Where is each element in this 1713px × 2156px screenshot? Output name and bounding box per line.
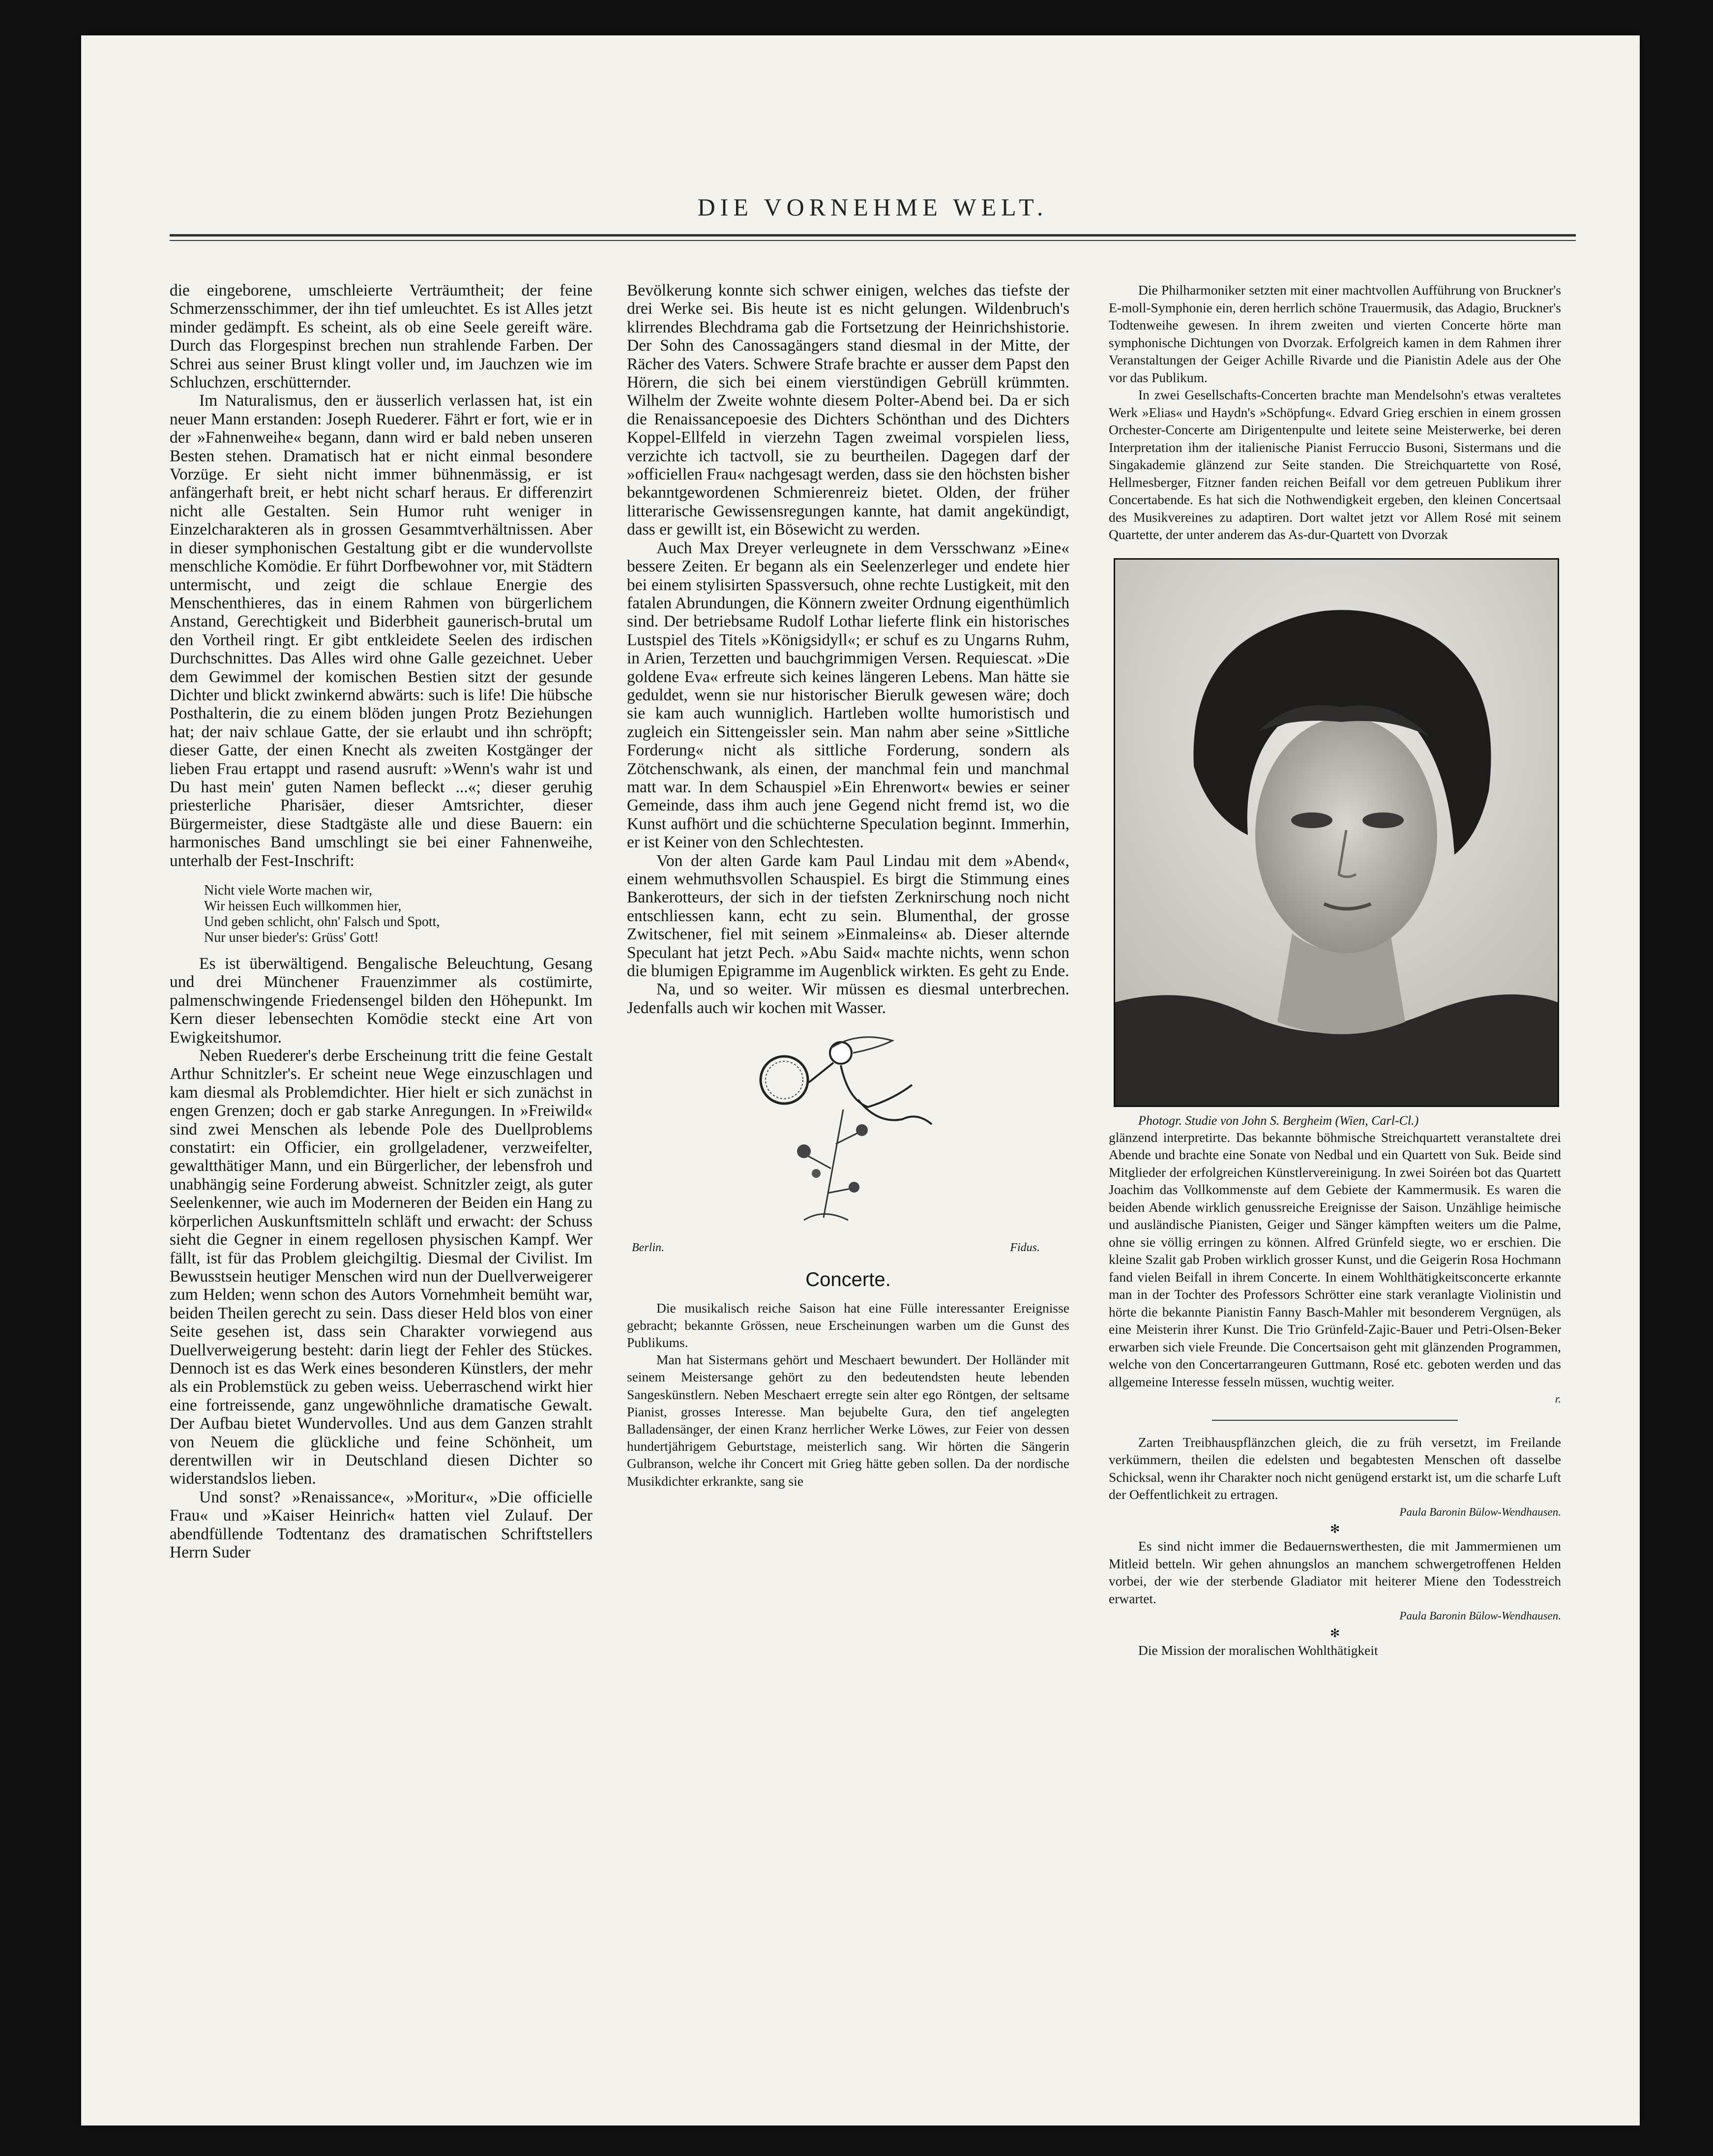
verse-line: Und geben schlicht, ohn' Falsch und Spott, <box>204 914 440 929</box>
header-rule-top <box>170 234 1576 237</box>
header-rule-bottom <box>170 240 1576 241</box>
photo-caption: Photogr. Studie von John S. Bergheim (Wien, Carl-Cl.) <box>1138 1113 1419 1128</box>
aphorism: Zarten Treibhauspflänzchen gleich, die zu früh versetzt, im Freilande verkümmern, theilen die edelsten und begabtesten Menschen oft dasselbe Schicksal, wenn ihr Charakter noch nicht genügend erstarkt ist, um die scharfe Luft der Oeffentlichkeit zu ertragen. <box>1109 1434 1561 1502</box>
vignette-place: Berlin. <box>632 1241 664 1254</box>
star-separator: ✻ <box>1329 1627 1340 1640</box>
paragraph: die eingeborene, umschleierte Verträumtheit; der feine Schmerzensschimmer, der ihn tief umleuchtet. Es ist Alles jetzt minder gedämpft. Es scheint, als ob eine Seele gereift wäre. Durch das Florgespinst brechen nun strahlende Farben. Der Schrei aus seiner Brust klingt voller und, im Jauchzen wie im Schluchzen, erschütternder. <box>170 281 592 392</box>
column-middle <box>627 281 1069 1490</box>
paragraph: glänzend interpretirte. Das bekannte böhmische Streichquartett veranstaltete drei Abende und brachte eine Sonate von Nedbal und ein Quartett von Suk. Beide sind Mitglieder der erfolgreichen Künstlervereinigung. In zwei Soiréen bot das Quartett Joachim das Vollkommenste auf dem Gebiete der Kammermusik. Es waren die beiden Abende wirklich genussreiche Ereignisse der Saison. Unzählige heimische und ausländische Pianisten, Geiger und Sänger kämpften weiters um die Palme, ohne sie völlig erringen zu können. Alfred Grünfeld siegte, wo er erschien. Die kleine Szalit gab Proben wirklich grosser Kunst, und die Geigerin Rosa Hochmann fand vielen Beifall in ihrem Concerte. In einem Wohlthätigkeitsconcerte erkannte man in der Tochter des Professors Schrötter eine stark veranlagte Violinistin und hörte die bekannte Pianistin Fanny Basch-Mahler mit besonderem Vergnügen, als eine Meisterin ihrer Kunst. Die Trio Grünfeld-Zajic-Bauer und Petri-Olsen-Beker erwarben sich viele Freunde. Die Concertsaison geht mit glänzenden Programmen, welche von den Concertarrangeuren Guttmann, Rosé etc. geboten werden und das allgemeine Interesse fesseln müssen, wuchtig weiter. <box>1109 1129 1561 1389</box>
aphorism-signature: Paula Baronin Bülow-Wendhausen. <box>1399 1610 1561 1622</box>
paragraph: Im Naturalismus, den er äusserlich verlassen hat, ist ein neuer Mann erstanden: Joseph Ruederer. Fährt er fort, wie er in der »Fahnenweihe« begann, dann wird er bald neben unseren Besten stehen. Dramatisch hat er nicht einmal besondere Vorzüge. Er sieht nicht immer bühnenmässig, er ist anfängerhaft breit, er hebt nicht scharf heraus. Er differenzirt nicht alle Gestalten. Sein Humor ruht weniger in Einzelcharakteren als in grossen Gesammtverhältnissen. Aber in dieser symphonischen Gestaltung gibt er die wundervollste menschliche Komödie. Er führt Dorfbewohner vor, mit Städtern untermischt, und zeigt die schlaue Energie des Menschenthieres, das in einem Rahmen von bürgerlichem Anstand, Gerechtigkeit und Biderbheit gaunerisch-brutal um den Vortheil ringt. Er gibt entkleidete Seelen des irdischen Durchschnittes. Das Alles wird ohne Galle gezeichnet. Ueber dem Gewimmel der komischen Bestien sitzt der gesunde Dichter und blickt zwinkernd abwärts: such is life! Die hübsche Posthalterin, die zu einem blöden jungen Protz Beziehungen hat; der naiv schlaue Gatte, der sie erlaubt und ihn schröpft; dieser Gatte, der einen Knecht als zweiten Kostgänger der lieben Frau ertappt und rasend ausruft: »Wenn's wahr ist und Du hast mein' guten Namen befleckt ...«; dieser geruhig priesterliche Pharisäer, dieser Amtsrichter, dieser Bürgermeister, diese Stadtgäste alle und diese Bauern: ein harmonisches Band umschlingt sie bei einer Fahnenweihe, unterhalb der Fest-Inschrift: <box>170 391 592 870</box>
magazine-page <box>81 35 1640 2126</box>
verse-line: Nur unser bieder's: Grüss' Gott! <box>204 930 379 945</box>
vignette-artist: Fidus. <box>1010 1241 1040 1254</box>
paragraph: Man hat Sistermans gehört und Meschaert bewundert. Der Holländer mit seinem Meistersange gehört zu den bedeutendsten heute lebenden Sangeskünstlern. Neben Meschaert erregte sein alter ego Röntgen, der seltsame Pianist, grosses Interesse. Man bejubelte Gura, den tief angelegten Balladensänger, der einen Kranz herrlicher Werke Löwes, zur Feier von dessen hundertjährigem Geburtstage, meisterlich sang. Wir hörten die Sängerin Gulbranson, welche ihr Concert mit Grieg hätte geben sollen. Da der nordische Musikdichter erkrankte, sang sie <box>627 1352 1069 1489</box>
section-title-concerte: Concerte. <box>805 1269 891 1291</box>
paragraph: Es ist überwältigend. Bengalische Beleuchtung, Gesang und drei Münchener Frauenzimmer als costümirte, palmenschwingende Friedensengel bilden den Höhepunkt. Im Kern dieser lebensechten Komödie steckt eine Art von Ewigkeitshumor. <box>170 955 592 1047</box>
paragraph: Die musikalisch reiche Saison hat eine Fülle interessanter Ereignisse gebracht; bekannte Grössen, neue Erscheinungen warben um die Gunst des Publikums. <box>627 1300 1069 1350</box>
star-separator: ✻ <box>1329 1523 1340 1536</box>
author-signature: r. <box>1555 1393 1561 1405</box>
portrait-photograph <box>1114 558 1559 1107</box>
paragraph: Von der alten Garde kam Paul Lindau mit dem »Abend«, einem wehmuthsvollen Schauspiel. Es birgt die Stimmung eines Bankerotteurs, der sich in der tiefsten Zerknirschung noch nicht entschliessen kann, echt zu sein. Blumenthal, der grosse Zwitschener, fiel mit seinem »Einmaleins« ab. Dieser alternde Speculant hat jetzt Pech. »Abu Said« machte nichts, wenn schon die blumigen Epigramme im Augenblick wirkten. Es geht zu Ende. <box>627 851 1069 981</box>
aphorism-signature: Paula Baronin Bülow-Wendhausen. <box>1399 1505 1561 1518</box>
column-right <box>1109 281 1561 1659</box>
paragraph: Die Philharmoniker setzten mit einer machtvollen Aufführung von Bruckner's E-moll-Symphonie ein, deren herrlich schöne Trauermusik, das Adagio, Bruckner's Todtenweihe gewesen. In ihrem zweiten und vierten Concerte hörte man symphonische Dichtungen von Dvorzak. Erfolgreich kamen in dem Rahmen ihrer Veranstaltungen der Geiger Achille Rivarde und die Pianistin Adele aus der Ohe vor das Publikum. <box>1109 282 1561 385</box>
inscription-verse <box>204 883 592 946</box>
divider-rule <box>1212 1420 1458 1421</box>
aphorism: Die Mission der moralischen Wohlthätigkeit <box>1138 1642 1378 1658</box>
paragraph: Und sonst? »Renaissance«, »Moritur«, »Die officielle Frau« und »Kaiser Heinrich« hatten viel Zulauf. Der abendfüllende Todtentanz des dramatischen Schriftstellers Herrn Suder <box>170 1488 592 1561</box>
fairy-illustration <box>730 1026 946 1237</box>
verse-line: Wir heissen Euch willkommen hier, <box>204 898 402 914</box>
portrait-image <box>1115 560 1558 1106</box>
paragraph: Bevölkerung konnte sich schwer einigen, welches das tiefste der drei Werke sei. Bis heute ist es nicht gelungen. Wildenbruch's klirrendes Blechdrama gab die Fortsetzung der Heinrichshistorie. Der Sohn des Canossagängers stand diesmal in der Mitte, der Rächer des Vaters. Schwere Strafe brachte er ausser dem Papst den Hörern, die sich bei einem vierstündigen Gebrüll krümmten. Wilhelm der Zweite wohnte diesem Polter-Abend bei. Da er sich die Renaissancepoesie des Dichters Schönthan und des Dichters Koppel-Ellfeld in vierzehn Tagen zweimal vorspielen liess, verzichte ich tactvoll, sie zu beurtheilen. Dagegen darf der »officiellen Frau« nachgesagt werden, dass sie den höchsten bisher bekanntgewordenen Schmierenreiz bietet. Olden, der früher litterarische Gewissensregungen kannte, hat damit angekündigt, dass er gewillt ist, ein Bösewicht zu werden. <box>627 281 1069 539</box>
paragraph: Auch Max Dreyer verleugnete in dem Versschwanz »Eine« bessere Zeiten. Er begann als ein Seelenzerleger und endete hier bei einem stylisirten Spassversuch, ohne rechte Lustigkeit, mit den fatalen Abrundungen, die Könnern zweiter Ordnung eigenthümlich sind. Der betriebsame Rudolf Lothar lieferte flink ein historisches Lustspiel des Titels »Königsidyll«; er schuf es zu Ungarns Ruhm, in Arien, Terzetten und bauchgrimmigen Versen. Requiescat. »Die goldene Eva« erfreute sich keines längeren Lebens. Man hätte sie geduldet, wenn sie nur historischer Bierulk gewesen wäre; doch sie kam auch wunniglich. Hartleben wollte humoristisch und zugleich ein Sittengeissler sein. Man nahm aber seine »Sittliche Forderung« nicht als sittliche Forderung, sondern als Zötchenschwank, als einen, der manchmal fein und manchmal matt war. In dem Schauspiel »Ein Ehrenwort« bewies er seiner Gemeinde, dass ihm auch jene Gegend nicht fremd ist, wo die Kunst aufhört und die schüchterne Speculation beginnt. Immerhin, er ist Keiner von den Schlechtesten. <box>627 539 1069 852</box>
paragraph: In zwei Gesellschafts-Concerten brachte man Mendelsohn's etwas veraltetes Werk »Elias« und Haydn's »Schöpfung«. Edvard Grieg erschien in einem grossen Orchester-Concerte am Dirigentenpulte und leitete seine Meisterwerke, bei deren Interpretation ihm der italienische Pianist Ferruccio Busoni, Sistermans und die Singakademie glänzend zur Seite standen. Die Streichquartette von Rosé, Hellmesberger, Fitzner fanden reichen Beifall vor dem getreuen Publikum ihrer Concertabende. Es hat sich die Nothwendigkeit ergeben, den kleinen Concertsaal des Musikvereines zu adaptiren. Dort waltet jetzt vor Allem Rosé mit seinem Quartette, der unter anderem das As-dur-Quartett von Dvorzak <box>1109 387 1561 542</box>
column-left <box>170 281 592 1561</box>
running-title: DIE VORNEHME WELT. <box>697 193 1048 221</box>
paragraph: Neben Ruederer's derbe Erscheinung tritt die feine Gestalt Arthur Schnitzler's. Er scheint neue Wege einzuschlagen und kam diesmal als Problemdichter. Hier hielt er sich zunächst in engen Grenzen; doch er gab starke Anregungen. In »Freiwild« sind zwei Menschen als lebende Pole des Duellproblems constatirt: ein Officier, ein grollgeladener, verzweifelter, gewaltthätiger Mann, und ein Bürgerlicher, der lebensfroh und unabhängig seine Forderung abweist. Schnitzler zeigt, als guter Seelenkenner, wie auch im Moderneren der Beiden ein Hang zu körperlichen Auskunftsmitteln schläft und erwacht: der Schuss sieht die Gegner in einem regellosen physischen Kampf. Wer fällt, ist für das Problem gleichgiltig. Diesmal der Civilist. Im Bewusstsein heutiger Menschen wird nun der Duellverweigerer zum Helden; wenn schon des Autors Vornehmheit bemüht war, beiden Theilen gerecht zu sein. Dass dieser Held blos von einer Seite gesehen ist, dass sein Charakter vorwiegend aus Duellverweigerung besteht: darin liegt der Fehler des Stückes. Dennoch ist es das Werk eines besonderen Künstlers, der mehr als ein Problemstück zu geben weiss. Ueberraschend wirkt hier eine fortreissende, ganz ungewöhnliche dramatische Gewalt. Der Aufbau bietet Wundervolles. Und aus dem Ganzen strahlt von Neuem die glückliche und feine Schönheit, um derentwillen wir in Deutschland diesen Dichter so widerstandslos lieben. <box>170 1047 592 1488</box>
verse-line: Nicht viele Worte machen wir, <box>204 883 373 898</box>
fairy-vignette <box>627 1026 1069 1257</box>
paragraph: Na, und so weiter. Wir müssen es diesmal unterbrechen. Jedenfalls auch wir kochen mit Wasser. <box>627 980 1069 1017</box>
aphorism: Es sind nicht immer die Bedauernswerthesten, die mit Jammermienen um Mitleid betteln. Wir gehen ahnungslos an manchem schwergetroffenen Helden vorbei, der wie der sterbende Gladiator mit heiterer Miene den Todesstreich erwartet. <box>1109 1538 1561 1606</box>
page-header <box>170 193 1576 262</box>
